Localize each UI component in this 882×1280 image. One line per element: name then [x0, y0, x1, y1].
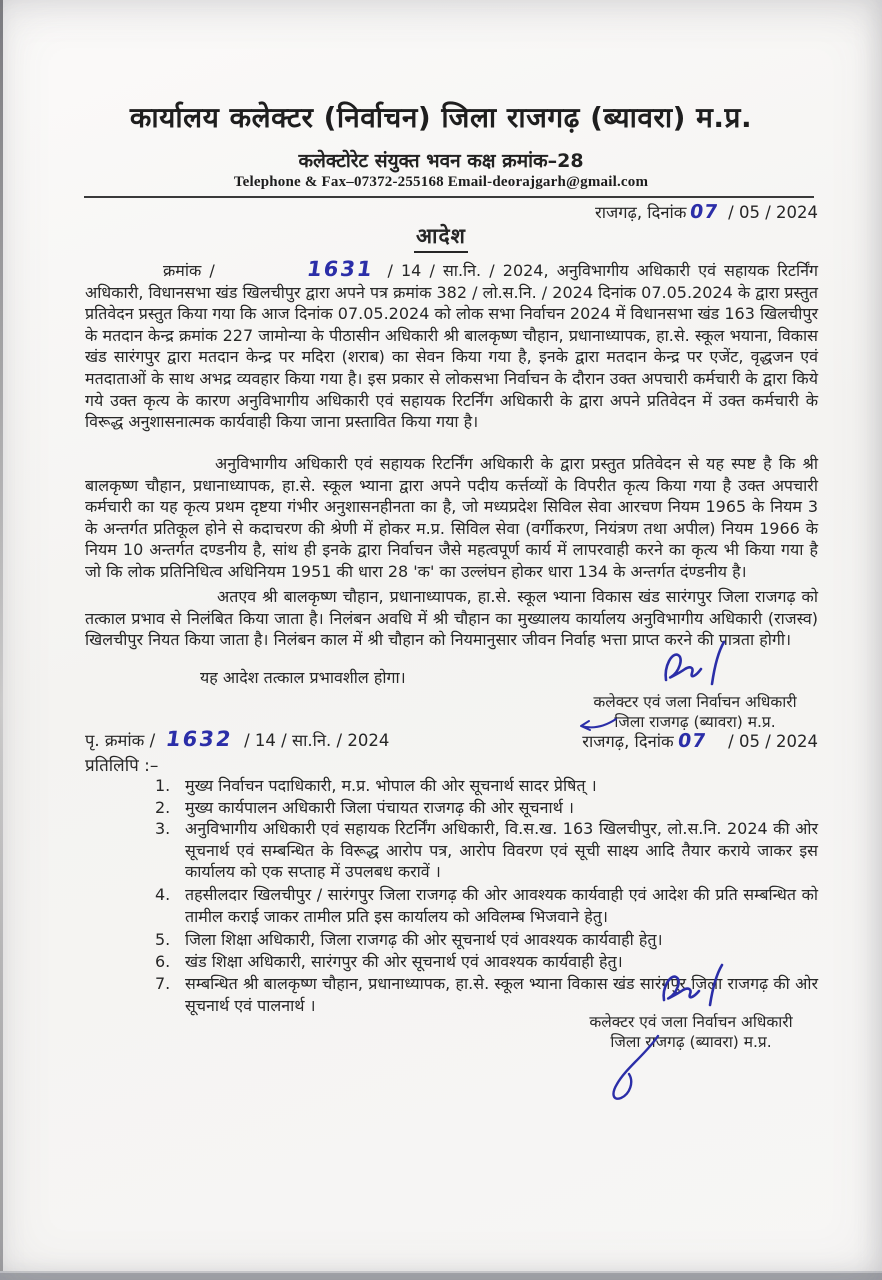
order-title: आदेश [0, 222, 882, 253]
order-paragraph-2: अनुविभागीय अधिकारी एवं सहायक रिटर्निंग अधिकारी के द्वारा प्रस्तुत प्रतिवेदन से यह स्पष्ट है कि श्री बालकृष्ण चौहान, प्रधानाध्यापक, हा.से. स्कूल भ्याना द्वारा अपने पदीय कर्त्तव्यों के विपरीत कृत्य किया गया है उक्त अपचारी कर्मचारी का यह कृत्य प्रथम दृष्टया गंभीर अनुशासनहीनता का है, जो मध्यप्रदेश सिविल सेवा आरचण नियम 1965 के नियम 3 के अन्तर्गत प्रतिकूल होने से कदाचरण की श्रेणी में होकर म.प्र. सिविल सेवा (वर्गीकरण, नियंत्रण तथा अपील) नियम 1966 के नियम 10 अन्तर्गत दण्डनीय है, सांथ ही इनके द्वारा निर्वाचन जैसे महत्वपूर्ण कार्य में लापरवाही करने का कृत्य भी किया गया है जो कि लोक प्रतिनिधित्व अधिनियम 1951 की धारा 28 'क' का उल्लंघन होकर धारा 134 के अन्तर्गत दंण्डनीय है। [85, 454, 818, 581]
copy-item-1 [85, 775, 818, 797]
pen-flourish-icon [602, 1032, 672, 1104]
handwritten-day: 07 [688, 201, 721, 223]
item-text: मुख्य निर्वाचन पदाधिकारी, म.प्र. भोपाल की ओर सूचनार्थ सादर प्रेषित् । [185, 776, 597, 795]
item-number: 3. [155, 819, 171, 838]
copy-item-5 [85, 929, 818, 951]
item-text: तहसीलदार खिलचीपुर / सारंगपुर जिला राजगढ़ की ओर आवश्यक कार्यवाही एवं आदेश की प्रति सम्बन्धित को तामील कराई जाकर तामील प्रति इस कार्यालय को अविलम्ब भिजवाने हेतु। [185, 885, 818, 926]
handwritten-ref-number-1632: 1632 [164, 727, 235, 751]
date-rest: / 05 / 2024 [728, 203, 818, 222]
order-paragraph-1: क्रमांक / 1631 / 14 / सा.नि. / 2024, अनुविभागीय अधिकारी एवं सहायक रिटर्निंग अधिकारी, विधानसभा खंड खिलचीपुर द्वारा अपने पत्र क्रमांक 382 / लो.स.नि. / 2024 दिनांक 07.05.2024 के द्वारा प्रस्तुत प्रतिवेदन प्रस्तुत किया गया कि आज दिनांक 07.05.2024 को लोक सभा निर्वाचन 2024 में विधानसभा खंड 163 खिलचीपुर के मतदान केन्द्र क्रमांक 227 जामोन्या के पीठासीन अधिकारी श्री बालकृष्ण चौहान, प्रधानाध्यापक, हा.से. स्कूल भयाना, विकास खंड सारंगपुर द्वारा मतदान केन्द्र पर मदिरा (शराब) का सेवन किया गया है, इनके द्वारा मतदान केन्द्र पर एजेंट, वृद्धजन एवं मतदाताओं के साथ अभद्र व्यवहार किया गया है। इस प्रकार से लोकसभा निर्वाचन के दौरान उक्त अपचारी कर्मचारी के द्वारा किये गये उक्त कृत्य के कारण अनुविभागीय अधिकारी एवं सहायक रिटर्निंग अधिकारी के द्वारा अपने प्रतिवेदन में उक्त कर्मचारी के विरूद्ध अनुशासनात्मक कार्यवाही किया जाना प्रस्तावित किया गया है। [85, 257, 819, 432]
signature-ink-icon [656, 638, 734, 690]
date-line-top [595, 200, 818, 223]
item-number: 1. [155, 776, 171, 795]
signatory-district: जिला राजगढ़ (ब्यावरा) म.प्र. [610, 1033, 772, 1051]
date-place: राजगढ़, दिनांक [594, 203, 687, 222]
endorsement-ref-line: पृ. क्रमांक / 1632 / 14 / सा.नि. / 2024 [85, 727, 390, 751]
order-paragraph-3: अतएव श्री बालकृष्ण चौहान, प्रधानाध्यापक, हा.से. स्कूल भ्याना विकास खंड सारंगपुर जिला राजगढ़ को तत्काल प्रभाव से निलंबित किया जाता है। निलंबन अवधि में श्री चौहान का मुख्यालय कार्यालय अनुविभागीय अधिकारी (राजस्व) खिलचीपुर नियत किया जाता है। निलंबन काल में श्री चौहान को नियमानुसार जीवन निर्वाह भत्ता प्राप्त करने की पात्रता होगी। [85, 587, 818, 650]
signature-block-1 [570, 638, 820, 732]
ref-prefix: क्रमांक / [163, 261, 223, 280]
item-text: सम्बन्धित श्री बालकृष्ण चौहान, प्रधानाध्यापक, हा.से. स्कूल भ्याना विकास खंड सारंगपुर जिला राजगढ़ की ओर सूचनार्थ एवं पालनार्थ । [185, 974, 818, 1015]
handwritten-ref-number-1631: 1631 [305, 257, 376, 281]
copy-item-3 [85, 818, 818, 883]
item-number: 7. [155, 974, 171, 993]
paragraph-1-text: / 14 / सा.नि. / 2024, [379, 261, 549, 280]
copy-item-4 [85, 884, 818, 927]
item-number: 2. [155, 798, 171, 817]
signatory-district: जिला राजगढ़ (ब्यावरा) म.प्र. [570, 712, 820, 732]
letterhead-office-name: कार्यालय कलेक्टर (निर्वाचन) जिला राजगढ़ (ब्यावरा) म.प्र. [129, 101, 753, 134]
signatory-designation: कलेक्टर एवं जला निर्वाचन अधिकारी [589, 1013, 793, 1031]
signatory-designation: कलेक्टर एवं जला निर्वाचन अधिकारी [593, 693, 797, 711]
item-number: 6. [155, 952, 171, 971]
item-number: 4. [155, 885, 171, 904]
signature-ink-icon [652, 962, 730, 1010]
item-text: खंड शिक्षा अधिकारी, सारंगपुर की ओर सूचनार्थ एवं आवश्यक कार्यवाही हेतु। [185, 952, 623, 971]
scan-edge-left [0, 0, 3, 1280]
copies-label: प्रतिलिपि :– [85, 756, 159, 776]
scan-edge-bottom [0, 1273, 882, 1280]
date-line-middle: राजगढ़, दिनांक 07 / 05 / 2024 [582, 730, 818, 752]
letterhead-address: कलेक्टोरेट संयुक्त भवन कक्ष क्रमांक–28 [298, 150, 584, 172]
letterhead-contact: Telephone & Fax–07372-255168 Email-deorajgarh@gmail.com [233, 174, 649, 190]
copy-item-2 [85, 797, 818, 819]
letterhead-rule [84, 196, 814, 198]
item-text: अनुविभागीय अधिकारी एवं सहायक रिटर्निंग अधिकारी, वि.स.ख. 163 खिलचीपुर, लो.स.नि. 2024 की ओर सूचनार्थ एवं सम्बन्धित के विरूद्ध आरोप पत्र, आरोप विवरण एवं सूची साक्ष्य आदि तैयार कराये जाकर इस कार्यालय को एक सप्ताह में उपलबध करावें । [185, 819, 818, 882]
item-text: मुख्य कार्यपालन अधिकारी जिला पंचायत राजगढ़ की ओर सूचनार्थ । [185, 798, 574, 817]
order-effective-line: यह आदेश तत्काल प्रभावशील होगा। [200, 668, 406, 687]
item-number: 5. [155, 930, 171, 949]
item-text: जिला शिक्षा अधिकारी, जिला राजगढ़ की ओर सूचनार्थ एवं आवश्यक कार्यवाही हेतु। [185, 930, 663, 949]
handwritten-day-2: 07 [676, 730, 708, 752]
